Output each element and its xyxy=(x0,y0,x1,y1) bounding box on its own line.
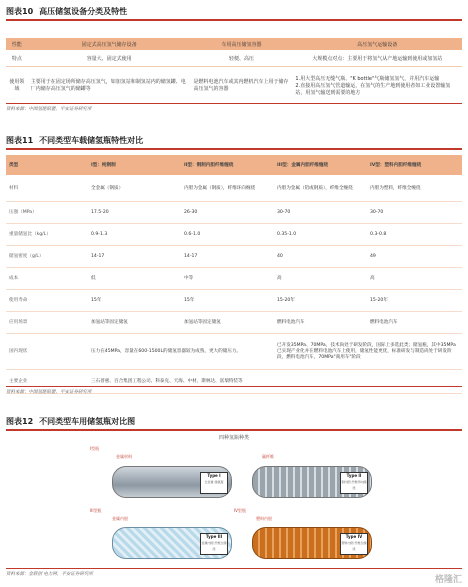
fig12-bottom-rule xyxy=(6,568,462,569)
part-label: 碳纤维 xyxy=(262,454,274,459)
table-row: 应用场景 加氢站等固定储氢 加氢站等固定储氢 燃料电池汽车 燃料电池汽车 xyxy=(6,311,462,333)
fig10-top-rule xyxy=(6,19,462,21)
t11-h4: IV型：塑料内胆纤维缠绕 xyxy=(367,155,462,175)
t10-h2: 车用高压储氢容器 xyxy=(191,38,293,50)
part-label: 金属材料 xyxy=(116,454,132,459)
diagram-title: 四种氢瓶种类 xyxy=(218,435,249,441)
fig11-bottom-rule xyxy=(6,386,462,387)
table-row: 国内现状 压力在45MPa，容量在600-1500L的储氢容器较为成熟，更大的储压力。 已开发35MPa、70MPa，技术尚处于研发阶段，国际上多选此类；储氢瓶，其中35MPa已实现产业化并在燃料电池汽车上使用，储氢性能更优，标准研发与制造尚处于研发阶段，燃料电池汽车，70MPa"商用车"阶段 xyxy=(6,333,462,369)
fig11-top-rule xyxy=(6,148,462,150)
tank-tag: IV型瓶 xyxy=(234,508,246,513)
table-row: 材料 全金属（钢质） 内胆为金属（钢质），纤维环向缠绕 内胆为金属（铝或钢质），纤维全缠绕 内胆为塑料，纤维全缠绕 xyxy=(6,175,462,201)
table-row: 储氢密度（g/L） 14-17 14-17 40 49 xyxy=(6,245,462,267)
fig10-bottom-rule xyxy=(6,103,462,104)
table-row: 使用寿命 15年 15年 15-20年 15-20年 xyxy=(6,289,462,311)
table-row: 重量储氢比（kg/L） 0.9-1.3 0.6-1.0 0.35-1.0 0.3-0.8 xyxy=(6,223,462,245)
fig11-title: 图表11 不同类型车载储氢瓶特性对比 xyxy=(6,136,144,145)
fig10-source: 资料来源：中国氢能联盟，平安证券研究所 xyxy=(6,107,92,112)
t10-h1: 固定式高压氢气储存设备 xyxy=(28,38,191,50)
watermark-logo: 格隆汇 xyxy=(434,575,462,585)
tank-tag: I型瓶 xyxy=(90,446,100,451)
t10-h3: 高压氢气运输设备 xyxy=(292,38,462,50)
t10-h0: 性能 xyxy=(6,38,28,50)
table-row: 成本 低 中等 高 高 xyxy=(6,267,462,289)
fig12-source: 资料来源：金联创 电力网，平安证券研究所 xyxy=(6,572,93,577)
fig12-title: 图表12 不同类型车用储氢瓶对比图 xyxy=(6,417,136,426)
part-label: 塑料内胆 xyxy=(256,516,272,521)
part-label: 金属内胆 xyxy=(112,516,128,521)
table-row: 使用领域 主要用于在固定场所储存高压氢气，如加氢站和制氢站内的储氢罐、电厂内储存高压氢气的储罐等 是燃料电池汽车或其内燃机汽车上用于储存高压氢气的容器 1.用大型高压无缝气瓶、"K bottle"气瓶储氢氢气，并用汽车运输 2.直接用高压氢气管道输运，在氢气的生产地到使用者如工业设置输氢站，用氢气输送到需要的地方 xyxy=(9,75,451,96)
table-row: 压强（MPa） 17.5-20 26-30 30-70 30-70 xyxy=(6,201,462,223)
fig11-table xyxy=(6,155,462,394)
type1-label: Type I 全金属 储氢瓶 xyxy=(200,472,228,494)
type4-label: Type IV 塑料内胆 纤维全缠绕 xyxy=(340,533,368,555)
t11-h0: 类型 xyxy=(6,155,88,175)
type3-label: Type III 金属内胆 纤维全缠绕 xyxy=(200,533,228,555)
t11-h2: II型：钢制内胆纤维缠绕 xyxy=(181,155,274,175)
t11-h3: III型：金属内胆纤维缠绕 xyxy=(274,155,367,175)
fig12-top-rule xyxy=(6,429,462,431)
type2-label: Type II 钢内胆 纤维环向缠绕 xyxy=(340,472,368,494)
t11-h1: I型：纯钢制 xyxy=(88,155,181,175)
tank-diagram xyxy=(20,432,448,566)
fig11-source: 资料来源：中国氢能联盟，平安证券研究所 xyxy=(6,390,92,395)
table-row: 特点 容量大、固定式使用 轻便、高压 大规模点对点：主要用于将氢气从产地运输到使用或加氢站 xyxy=(6,50,462,67)
fig10-table xyxy=(6,38,462,103)
fig10-title: 图表10 高压储氢设备分类及特性 xyxy=(6,7,128,16)
table-row: 主要企业 三石普惠、百合集团工程公司、科泰克、天海、中材、斯林达、富瑞特装等 xyxy=(6,369,462,393)
tank-tag: III型瓶 xyxy=(90,508,102,513)
